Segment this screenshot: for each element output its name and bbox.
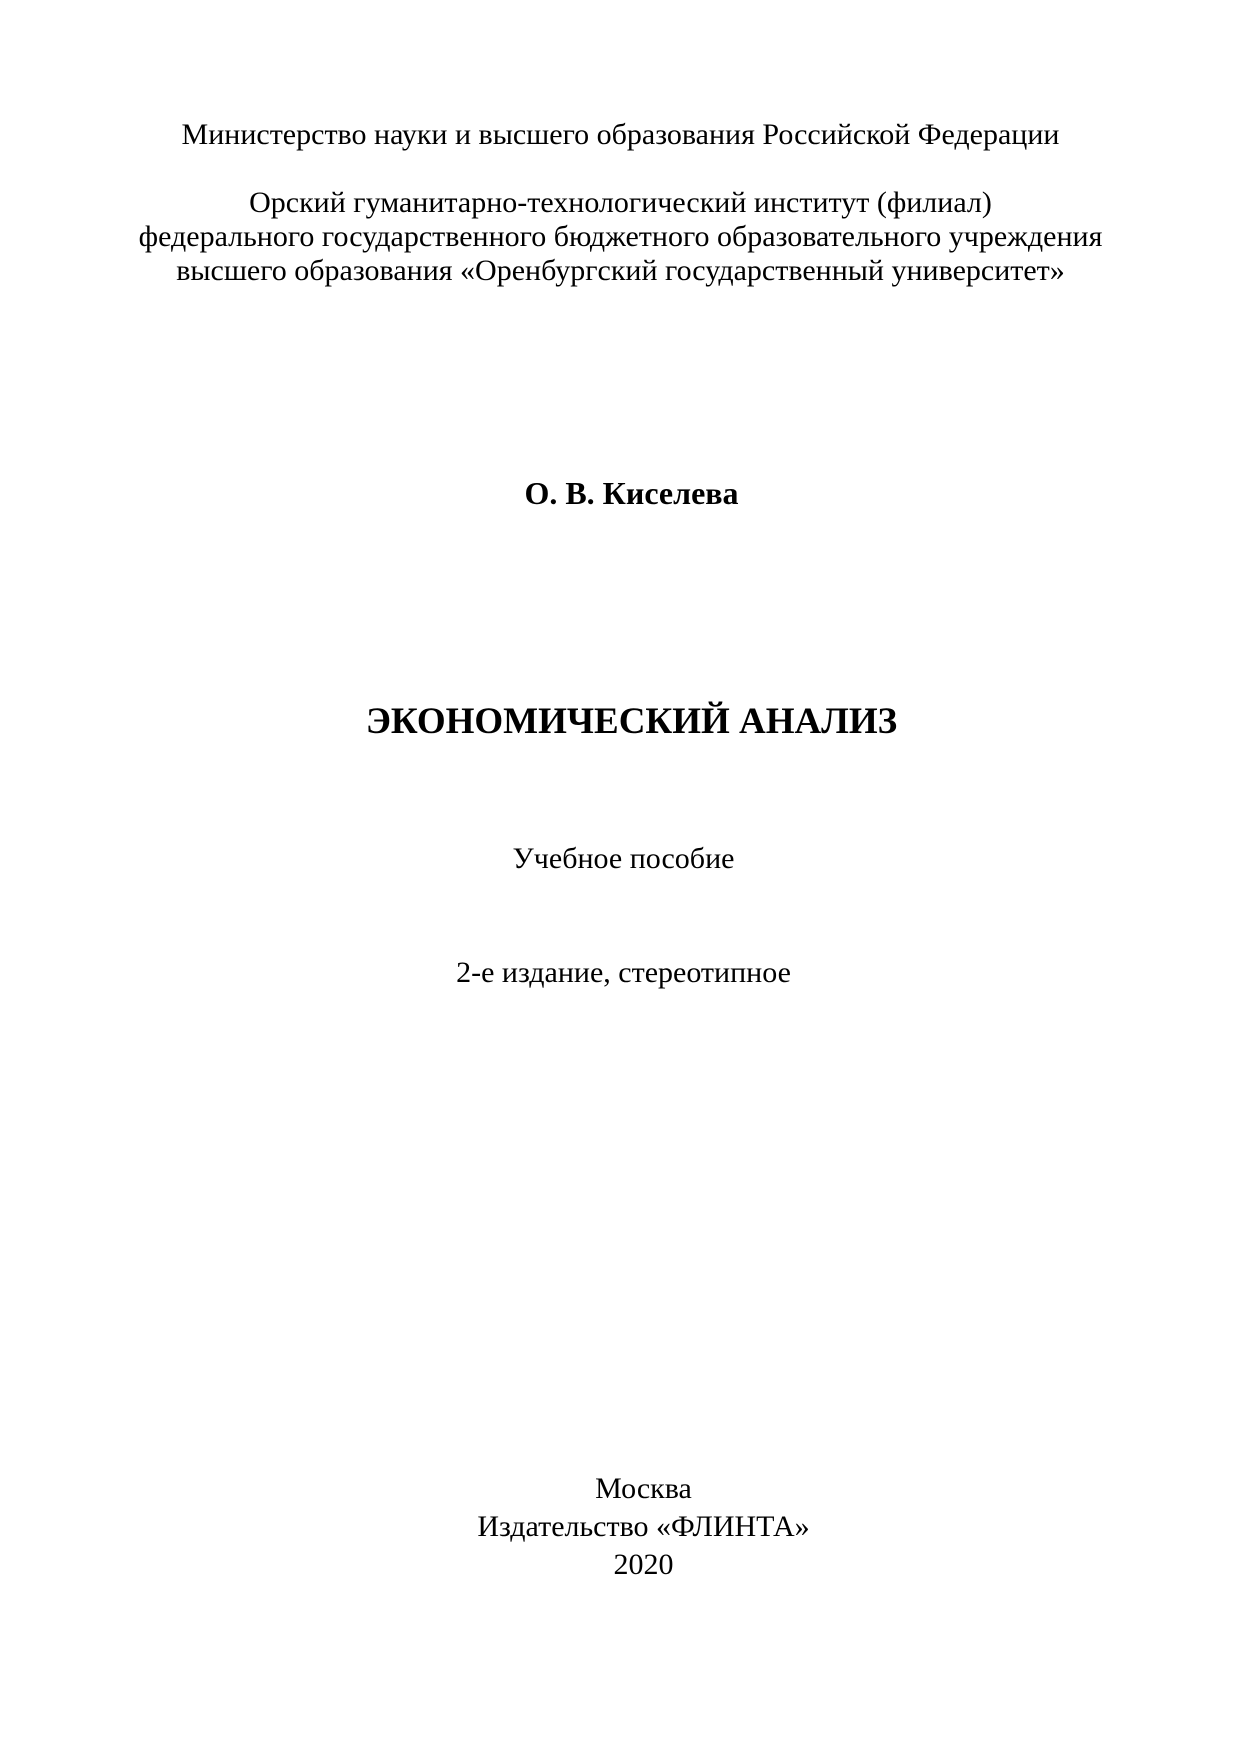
imprint-publisher: Издательство «ФЛИНТА»	[477, 1510, 810, 1543]
author-name: О. В. Киселева	[524, 475, 739, 511]
book-type: Учебное пособие	[512, 842, 735, 875]
edition-note: 2-е издание, стереотипное	[456, 956, 791, 989]
imprint-city: Москва	[595, 1472, 692, 1505]
book-title: ЭКОНОМИЧЕСКИЙ АНАЛИЗ	[365, 701, 898, 742]
institution-line-2: федерального государственного бюджетного образовательного учреждения	[138, 220, 1103, 253]
institution-line-1: Орский гуманитарно-технологический институт (филиал)	[249, 186, 992, 219]
institution-line-3: высшего образования «Оренбургский государственный университет»	[176, 254, 1065, 287]
imprint-year: 2020	[613, 1548, 674, 1581]
ministry-line: Министерство науки и высшего образования Российской Федерации	[181, 118, 1060, 151]
